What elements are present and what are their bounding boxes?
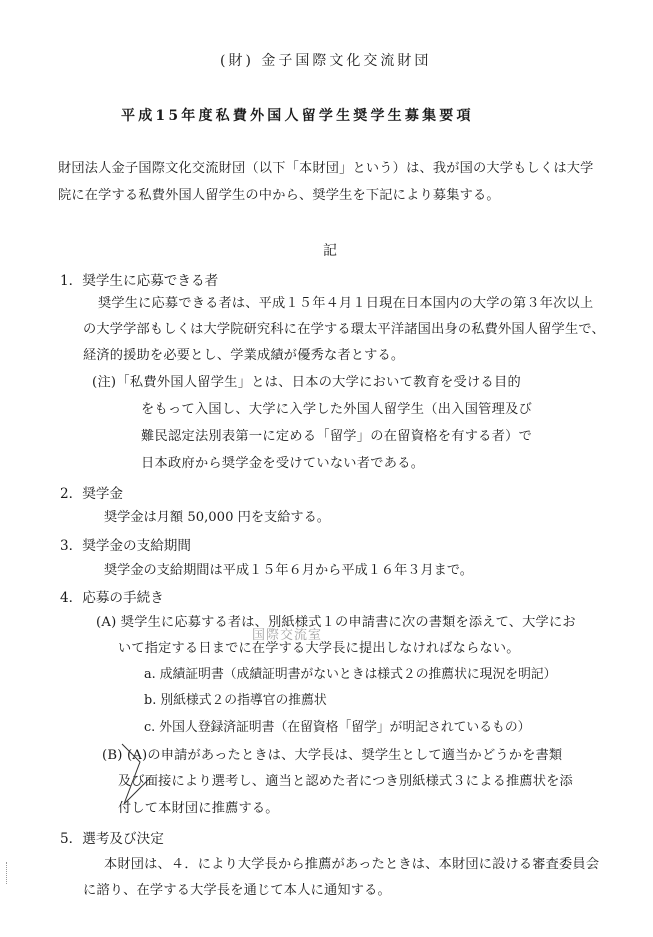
section-2-heading: 2．奨学金 [60, 486, 124, 502]
section-1-body-line-1: 奨学生に応募できる者は、平成１５年４月１日現在日本国内の大学の第３年次以上 [98, 296, 594, 311]
document-item-a: a. 成績証明書（成績証明書がないときは様式２の推薦状に現況を明記） [144, 667, 557, 682]
note-line-4: 日本政府から奨学金を受けていない者である。 [141, 456, 425, 471]
ki-heading: 記 [323, 243, 337, 259]
note-line-2: をもって入国し、大学に入学した外国人留学生（出入国管理及び [141, 402, 533, 417]
note-line-3: 難民認定法別表第一に定める「留学」の在留資格を有する者）で [141, 429, 533, 444]
section-4-heading: 4．応募の手続き [60, 590, 164, 606]
section-4b-line-2: 及び面接により選考し、適当と認めた者につき別紙様式３による推薦状を添 [118, 774, 573, 789]
document-title: 平成15年度私費外国人留学生奨学生募集要項 [121, 108, 474, 124]
section-5-heading: 5．選考及び決定 [60, 831, 164, 847]
intro-line-2: 院に在学する私費外国人留学生の中から、奨学生を下記により募集する。 [58, 188, 500, 203]
section-5-body-line-1: 本財団は、４．により大学長から推薦があったときは、本財団に設ける審査委員会 [104, 857, 600, 872]
document-item-c: c. 外国人登録済証明書（在留資格「留学」が明記されているもの） [144, 720, 531, 735]
section-2-body: 奨学金は月額 50,000 円を支給する。 [104, 510, 330, 525]
stamp-watermark: 国際交流室 [252, 628, 323, 643]
section-4b-line-3: 付して本財団に推薦する。 [118, 801, 279, 816]
scan-edge-mark [6, 862, 9, 884]
section-3-body: 奨学金の支給期間は平成１５年６月から平成１６年３月まで。 [104, 563, 473, 578]
intro-line-1: 財団法人金子国際文化交流財団（以下「本財団」という）は、我が国の大学もしくは大学 [58, 161, 594, 176]
section-4b-line-1: (B) (A)の申請があったときは、大学長は、奨学生として適当かどうかを書類 [102, 748, 563, 763]
section-1-body-line-2: の大学学部もしくは大学院研究科に在学する環太平洋諸国出身の私費外国人留学生で、 [83, 322, 605, 337]
note-line-1: (注)「私費外国人留学生」とは、日本の大学において教育を受ける目的 [92, 375, 521, 390]
section-5-body-line-2: に諮り、在学する大学長を通じて本人に通知する。 [83, 883, 391, 898]
section-4a-line-1: (A) 奨学生に応募する者は、別紙様式１の申請書に次の書類を添えて、大学にお [96, 615, 576, 630]
document-item-b: b. 別紙様式２の指導官の推薦状 [144, 693, 327, 708]
section-1-heading: 1．奨学生に応募できる者 [60, 273, 219, 289]
organization-name: (財) 金子国際文化交流財団 [220, 53, 432, 69]
section-1-body-line-3: 経済的援助を必要とし、学業成績が優秀な者とする。 [83, 348, 405, 363]
section-3-heading: 3．奨学金の支給期間 [60, 538, 191, 554]
section-4a-line-2: いて指定する日までに在学する大学長に提出しなければならない。 [118, 641, 520, 656]
